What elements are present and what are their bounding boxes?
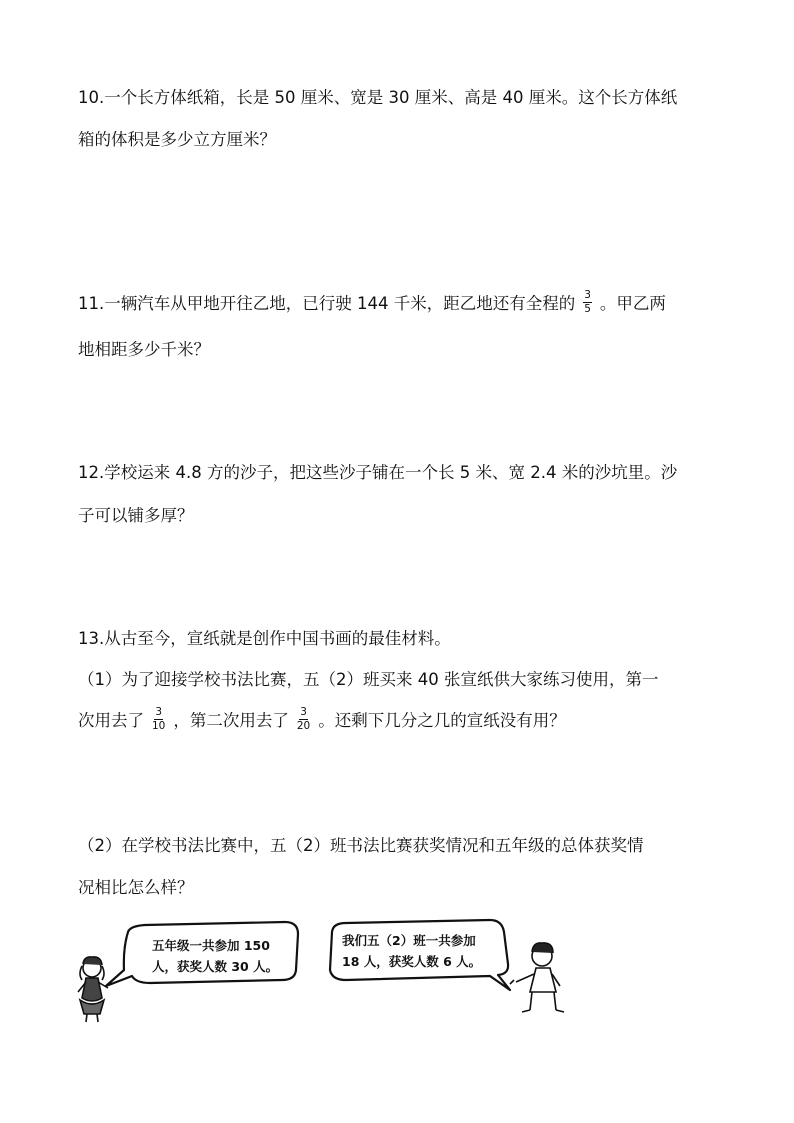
q11-text-before: 11.一辆汽车从甲地开往乙地，已行驶 144 千米，距乙地还有全程的 [78,294,576,313]
q13-frac1-numerator: 3 [155,706,163,718]
q13-frac2-denominator: 20 [296,720,311,732]
speech-illustration [70,918,570,1028]
q13-part1-line1: （1）为了迎接学校书法比赛，五（2）班买来 40 张宣纸供大家练习使用，第一 [78,670,659,689]
speech-bubble-right [330,920,510,990]
speech-bubble-left [106,922,298,986]
q13-fraction-1 [152,707,165,732]
bubble-right-line2: 18 人，获奖人数 6 人。 [342,954,482,969]
q10-line2: 箱的体积是多少立方厘米？ [78,130,276,149]
q11-line2: 地相距多少千米？ [78,340,210,359]
q13-intro: 13.从古至今，宣纸就是创作中国书画的最佳材料。 [78,629,451,648]
q13-part1-line2 [78,706,566,734]
q13-frac1-denominator: 10 [152,720,166,732]
q12-line1: 12.学校运来 4.8 方的沙子，把这些沙子铺在一个长 5 米、宽 2.4 米的沙坑里。沙 [78,463,678,482]
bubble-left-line1: 五年级一共参加 150 [152,938,270,953]
q13-part1-text-b: ，第二次用去了 [173,711,289,730]
q13-frac2-numerator: 3 [300,706,307,718]
q13-part1-text-a: 次用去了 [78,711,144,730]
q13-part1-text-c: 。还剩下几分之几的宣纸没有用？ [318,711,566,730]
boy-figure [510,943,564,1012]
q11-frac-denominator: 5 [584,303,591,315]
q11-text-after: 。甲乙两 [599,294,666,313]
q13-part2-line2: 况相比怎么样？ [78,878,194,897]
q12-line2: 子可以铺多厚？ [78,506,194,525]
q11-fraction [583,290,592,315]
bubble-right-line1: 我们五（2）班一共参加 [342,933,476,948]
bubble-left-line2: 人，获奖人数 30 人。 [152,959,279,974]
q10-line1: 10.一个长方体纸箱，长是 50 厘米、宽是 30 厘米、高是 40 厘米。这个长方体纸 [78,88,678,107]
girl-figure [78,957,108,1022]
q13-fraction-2 [297,707,310,732]
q11-frac-numerator: 3 [584,289,591,301]
q13-part2-line1: （2）在学校书法比赛中，五（2）班书法比赛获奖情况和五年级的总体获奖情 [78,836,644,855]
q11-line1 [78,289,666,317]
